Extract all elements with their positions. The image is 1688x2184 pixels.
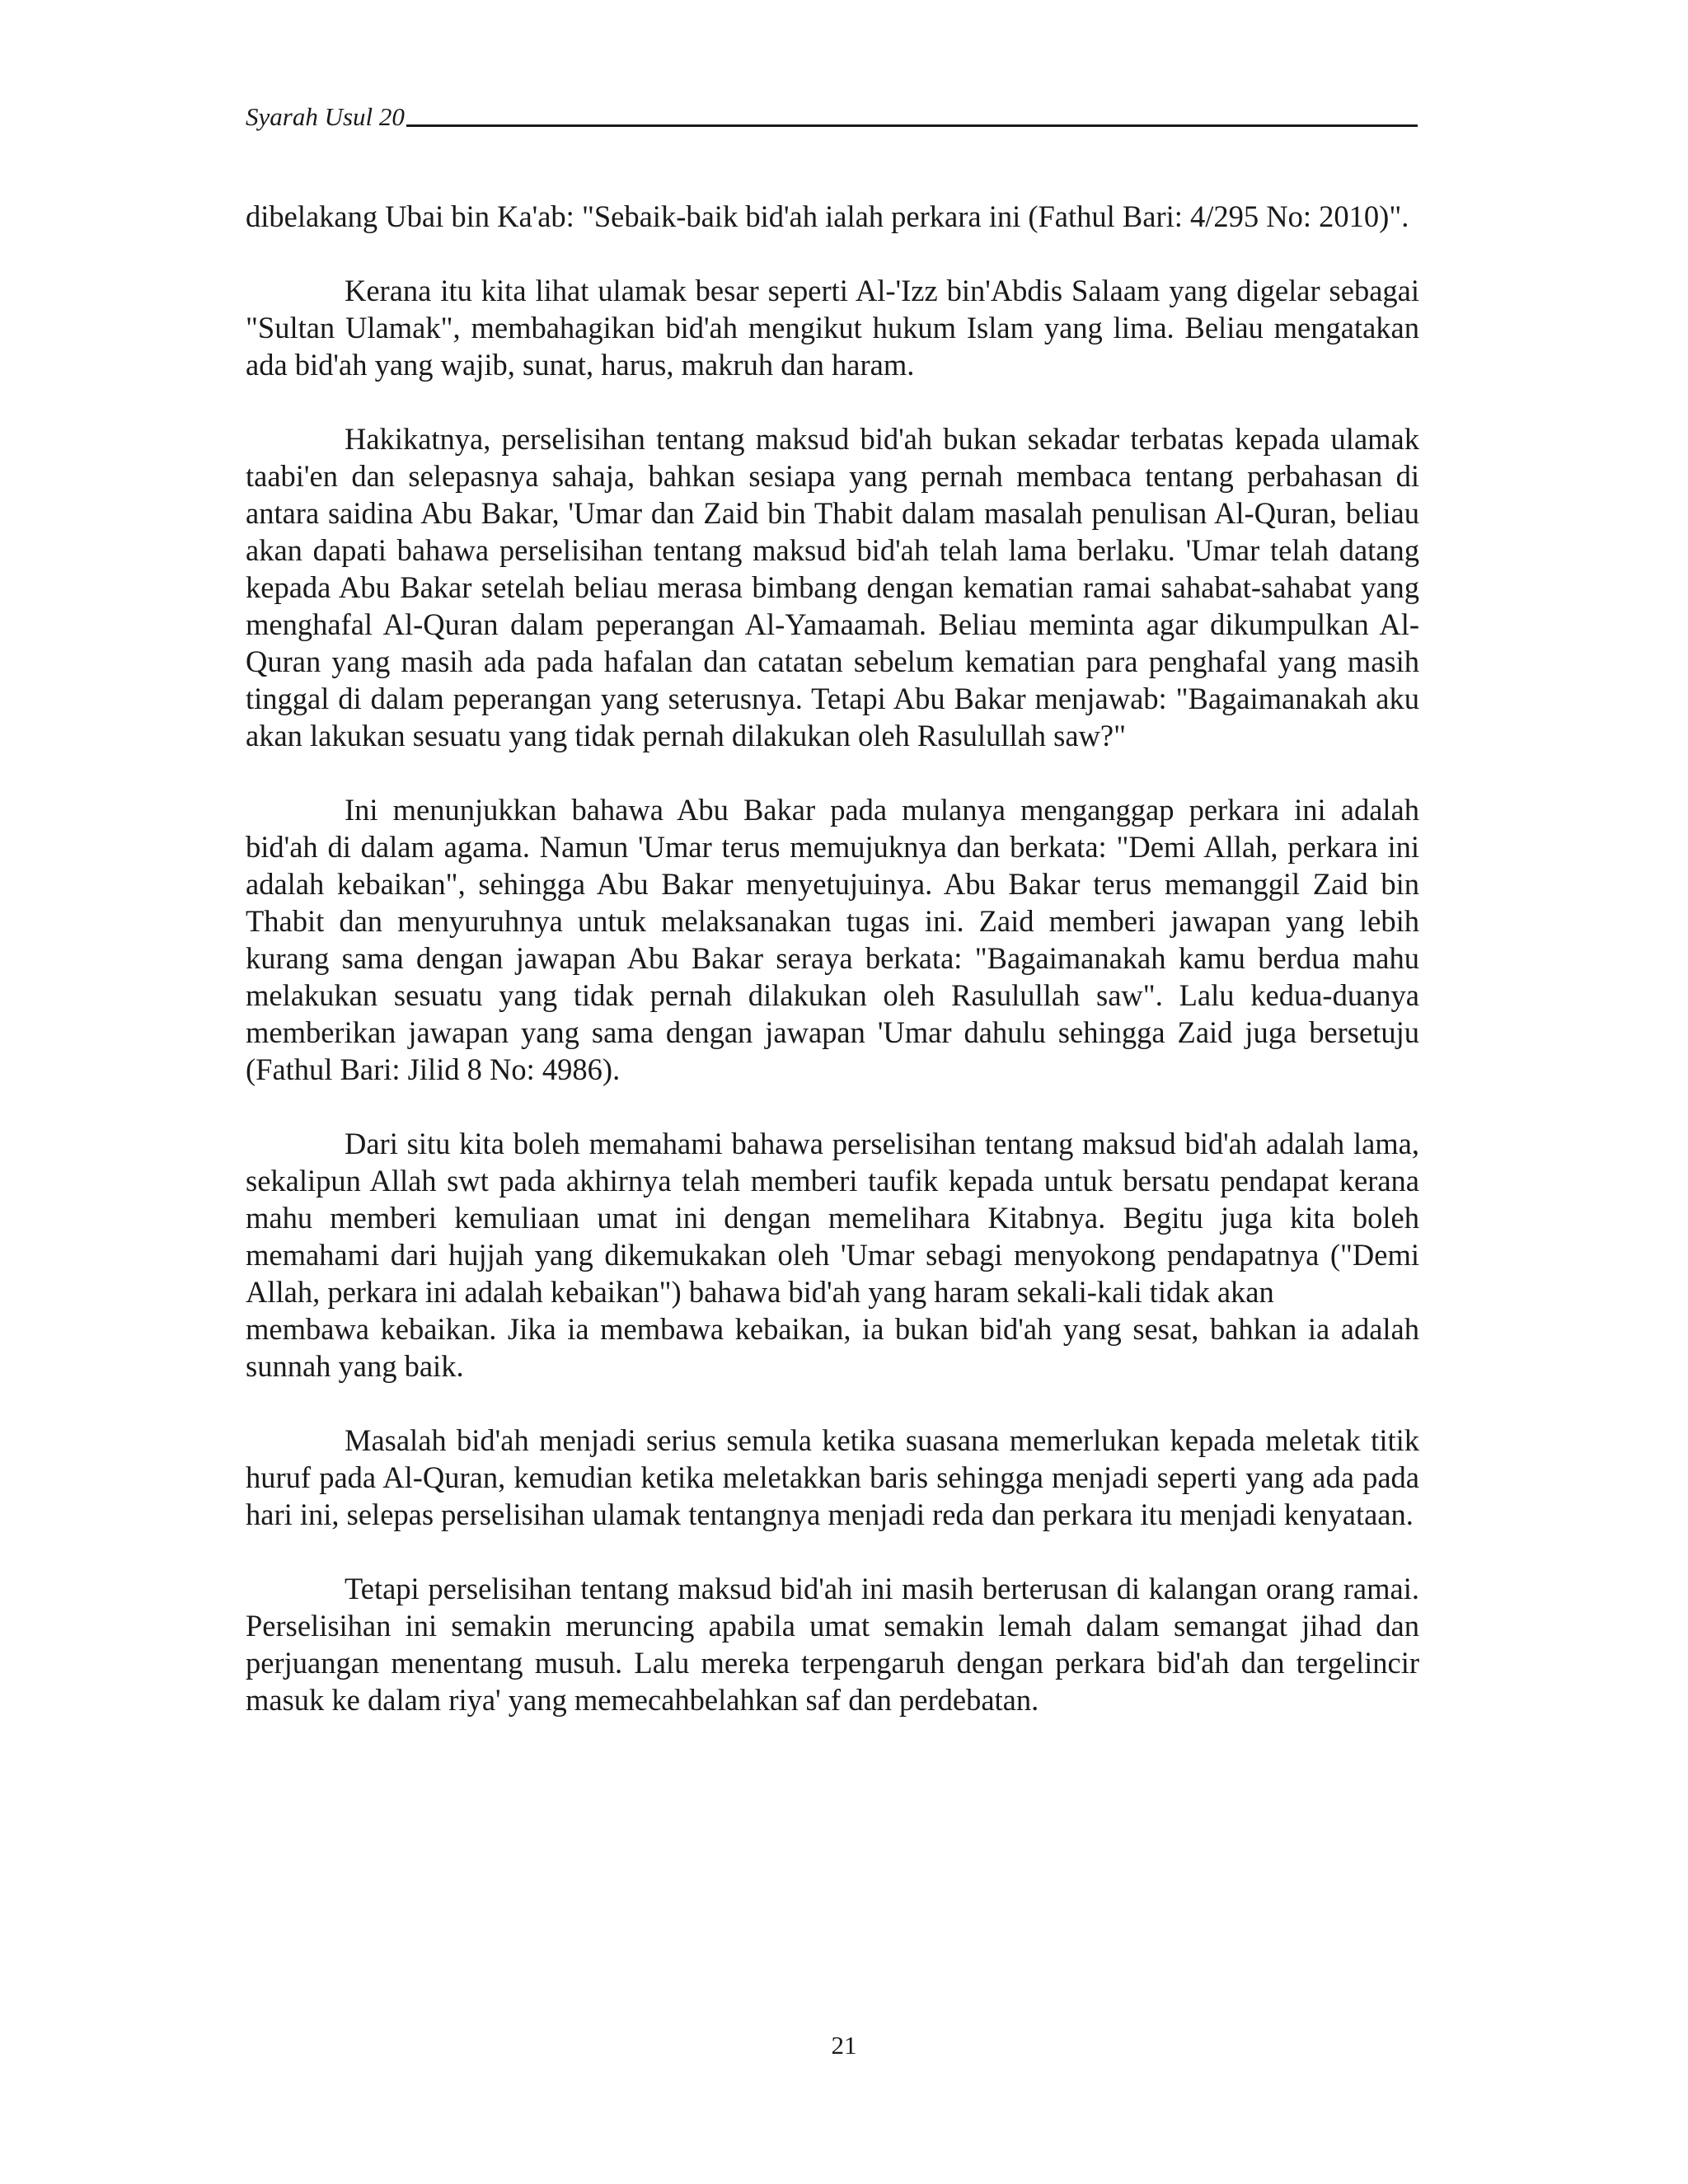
paragraph-5-continuation: membawa kebaikan. Jika ia membawa kebaikan, ia bukan bid'ah yang sesat, bahkan ia adalah sunnah yang baik. [246, 1312, 1419, 1383]
body-text [246, 198, 1419, 1755]
header-rule [406, 124, 1418, 127]
paragraph-4: Ini menunjukkan bahawa Abu Bakar pada mulanya menganggap perkara ini adalah bid'ah di dalam agama. Namun 'Umar terus memujuknya dan berkata: "Demi Allah, perkara ini adalah kebaikan", sehingga Abu Bakar menyetujuinya. Abu Bakar terus memanggil Zaid bin Thabit dan menyuruhnya untuk melaksanakan tugas ini. Zaid memberi jawapan yang lebih kurang sama dengan jawapan Abu Bakar seraya berkata: "Bagaimanakah kamu berdua mahu melakukan sesuatu yang tidak pernah dilakukan oleh Rasulullah saw". Lalu kedua-duanya memberikan jawapan yang sama dengan jawapan 'Umar dahulu sehingga Zaid juga bersetuju (Fathul Bari: Jilid 8 No: 4986). [246, 793, 1419, 1086]
paragraph-6: Masalah bid'ah menjadi serius semula ketika suasana memerlukan kepada meletak titik huruf pada Al-Quran, kemudian ketika meletakkan baris sehingga menjadi seperti yang ada pada hari ini, selepas perselisihan ulamak tentangnya menjadi reda dan perkara itu menjadi kenyataan. [246, 1423, 1419, 1531]
running-header [246, 99, 1418, 132]
paragraph-3: Hakikatnya, perselisihan tentang maksud bid'ah bukan sekadar terbatas kepada ulamak taabi'en dan selepasnya sahaja, bahkan sesiapa yang pernah membaca tentang perbahasan di antara saidina Abu Bakar, 'Umar dan Zaid bin Thabit dalam masalah penulisan Al-Quran, beliau akan dapati bahawa perselisihan tentang maksud bid'ah telah lama berlaku. 'Umar telah datang kepada Abu Bakar setelah beliau merasa bimbang dengan kematian ramai sahabat-sahabat yang menghafal Al-Quran dalam peperangan Al-Yamaamah. Beliau meminta agar dikumpulkan Al-Quran yang masih ada pada hafalan dan catatan sebelum kematian para penghafal yang masih tinggal di dalam peperangan yang seterusnya. Tetapi Abu Bakar menjawab: "Bagaimanakah aku akan lakukan sesuatu yang tidak pernah dilakukan oleh Rasulullah saw?" [246, 422, 1419, 752]
page-number: 21 [831, 2031, 857, 2060]
running-title: Syarah Usul 20 [246, 102, 405, 131]
paragraph-5: Dari situ kita boleh memahami bahawa perselisihan tentang maksud bid'ah adalah lama, sekalipun Allah swt pada akhirnya telah memberi taufik kepada untuk bersatu pendapat kerana mahu memberi kemuliaan umat ini dengan memelihara Kitabnya. Begitu juga kita boleh memahami dari hujjah yang dikemukakan oleh 'Umar sebagi menyokong pendapatnya ("Demi Allah, perkara ini adalah kebaikan") bahawa bid'ah yang haram sekali-kali tidak akan [246, 1127, 1419, 1309]
paragraph-1: dibelakang Ubai bin Ka'ab: "Sebaik-baik bid'ah ialah perkara ini (Fathul Bari: 4/295 No: 2010)". [246, 199, 1409, 233]
paragraph-7: Tetapi perselisihan tentang maksud bid'ah ini masih berterusan di kalangan orang ramai. Perselisihan ini semakin meruncing apabila umat semakin lemah dalam semangat jihad dan perjuangan menentang musuh. Lalu mereka terpengaruh dengan perkara bid'ah dan tergelincir masuk ke dalam riya' yang memecahbelahkan saf dan perdebatan. [246, 1572, 1419, 1717]
paragraph-2: Kerana itu kita lihat ulamak besar seperti Al-'Izz bin'Abdis Salaam yang digelar sebagai "Sultan Ulamak", membahagikan bid'ah mengikut hukum Islam yang lima. Beliau mengatakan ada bid'ah yang wajib, sunat, harus, makruh dan haram. [246, 274, 1419, 382]
